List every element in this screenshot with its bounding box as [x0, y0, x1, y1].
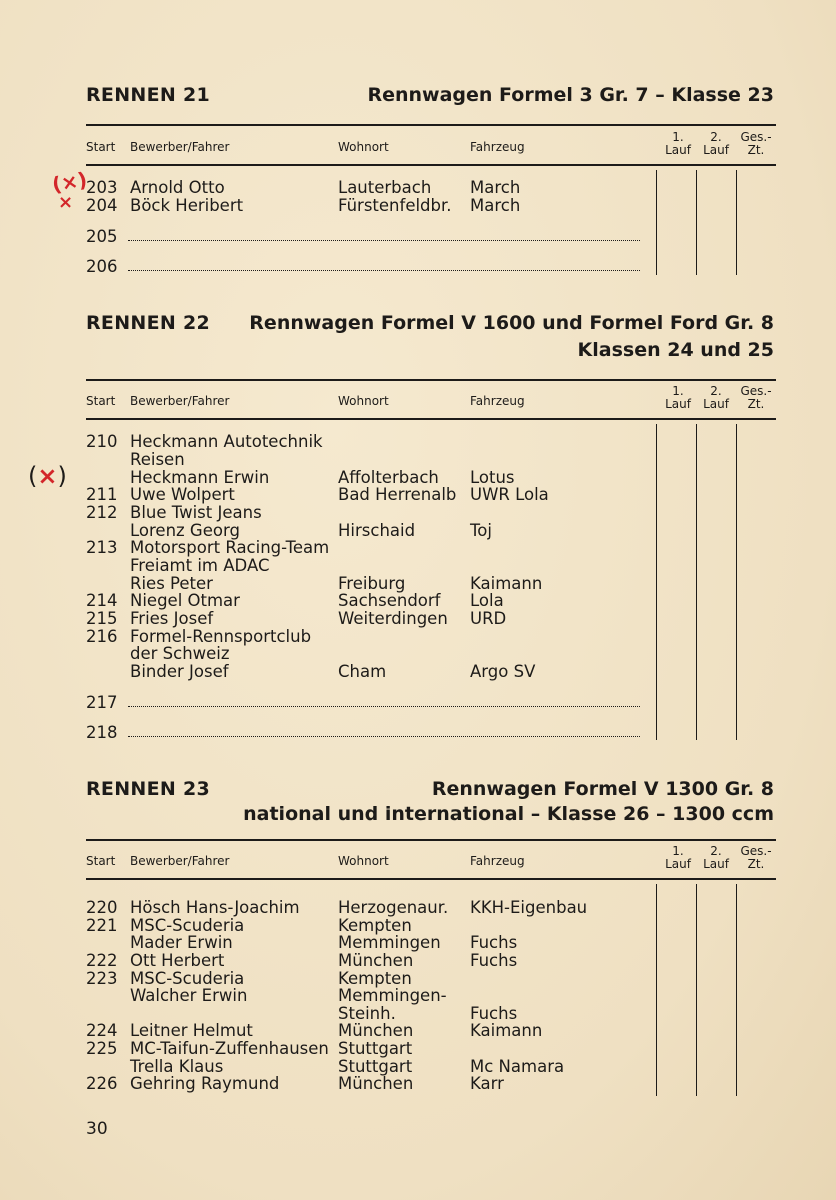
total-num: Ges.-	[740, 844, 772, 858]
handwritten-cross-mark: ×	[58, 192, 74, 213]
run1-label: Lauf	[665, 397, 691, 411]
run2-label: Lauf	[703, 397, 729, 411]
col-run2-header	[700, 845, 732, 871]
handwritten-cross-mark: (×)	[28, 462, 67, 490]
page-number: 30	[86, 1119, 108, 1139]
total-label: Zt.	[747, 143, 765, 157]
town: Herzogenaur.	[338, 898, 449, 917]
run2-num: 2.	[710, 844, 722, 858]
col-driver-header: Bewerber/Fahrer	[130, 140, 230, 154]
driver-name: Formel-Rennsportclub	[130, 627, 312, 646]
driver-name: Hösch Hans-Joachim	[130, 898, 300, 917]
run2-label: Lauf	[703, 857, 729, 871]
total-num: Ges.-	[740, 384, 772, 398]
start-number: 203	[86, 178, 118, 197]
town: Steinh.	[338, 1004, 396, 1023]
race-title: RENNEN 21	[86, 84, 211, 106]
vehicle: KKH-Eigenbau	[470, 898, 588, 917]
col-driver-header: Bewerber/Fahrer	[130, 394, 230, 408]
race-class: Rennwagen Formel 3 Gr. 7 – Klasse 23	[367, 84, 774, 106]
start-number: 221	[86, 916, 118, 935]
vehicle: Mc Namara	[470, 1057, 565, 1076]
col-start-header: Start	[86, 140, 116, 154]
col-run1-header	[662, 385, 694, 411]
vehicle: March	[470, 196, 521, 215]
vehicle: URD	[470, 609, 507, 628]
run1-label: Lauf	[665, 143, 691, 157]
total-label: Zt.	[747, 397, 765, 411]
divider	[86, 878, 776, 880]
start-number: 218	[86, 723, 118, 742]
driver-name: Walcher Erwin	[130, 986, 248, 1005]
town: Bad Herrenalb	[338, 485, 457, 504]
driver-name: Gehring Raymund	[130, 1074, 280, 1093]
driver-name: MSC-Scuderia	[130, 916, 245, 935]
town: Kempten	[338, 969, 412, 988]
column-line	[736, 170, 737, 275]
col-town-header: Wohnort	[338, 394, 389, 408]
start-number: 204	[86, 196, 118, 215]
vehicle: Kaimann	[470, 1021, 543, 1040]
driver-name: der Schweiz	[130, 644, 230, 663]
col-total-header	[736, 845, 776, 871]
col-vehicle-header: Fahrzeug	[470, 394, 525, 408]
start-number: 220	[86, 898, 118, 917]
col-run1-header	[662, 845, 694, 871]
start-number: 213	[86, 538, 118, 557]
town: Memmingen	[338, 933, 441, 952]
vehicle: Argo SV	[470, 662, 536, 681]
col-town-header: Wohnort	[338, 140, 389, 154]
driver-name: Heckmann Erwin	[130, 468, 270, 487]
col-run2-header	[700, 385, 732, 411]
driver-name: Fries Josef	[130, 609, 214, 628]
col-driver-header: Bewerber/Fahrer	[130, 854, 230, 868]
vehicle: March	[470, 178, 521, 197]
driver-name: Lorenz Georg	[130, 521, 240, 540]
race-21-section	[86, 82, 776, 282]
start-number: 224	[86, 1021, 118, 1040]
column-line	[656, 424, 657, 740]
start-number: 216	[86, 627, 118, 646]
vehicle: Fuchs	[470, 951, 518, 970]
empty-entry-line	[128, 270, 640, 271]
driver-name: Motorsport Racing-Team	[130, 538, 330, 557]
col-total-header	[736, 385, 776, 411]
town: Fürstenfeldbr.	[338, 196, 452, 215]
column-line	[696, 884, 697, 1096]
run2-num: 2.	[710, 130, 722, 144]
column-line	[736, 884, 737, 1096]
column-line	[736, 424, 737, 740]
column-line	[696, 424, 697, 740]
column-line	[656, 884, 657, 1096]
col-start-header: Start	[86, 854, 116, 868]
start-number: 214	[86, 591, 118, 610]
race-class-line2: national und international – Klasse 26 – 1300 ccm	[243, 803, 774, 825]
vehicle: Toj	[470, 521, 492, 540]
divider	[86, 379, 776, 381]
start-number: 223	[86, 969, 118, 988]
driver-name: Blue Twist Jeans	[130, 503, 262, 522]
town: Stuttgart	[338, 1039, 413, 1058]
race-class: Rennwagen Formel V 1600 und Formel Ford Gr. 8	[249, 312, 774, 334]
empty-entry-line	[128, 240, 640, 241]
town: Lauterbach	[338, 178, 432, 197]
driver-name: Ries Peter	[130, 574, 213, 593]
col-total-header	[736, 131, 776, 157]
run2-num: 2.	[710, 384, 722, 398]
total-num: Ges.-	[740, 130, 772, 144]
col-vehicle-header: Fahrzeug	[470, 140, 525, 154]
race-title: RENNEN 22	[86, 312, 211, 334]
vehicle: Lotus	[470, 468, 515, 487]
driver-name: Reisen	[130, 450, 185, 469]
column-line	[656, 170, 657, 275]
driver-name: Böck Heribert	[130, 196, 244, 215]
town: München	[338, 1074, 414, 1093]
run2-label: Lauf	[703, 143, 729, 157]
vehicle: UWR Lola	[470, 485, 549, 504]
driver-name: Mader Erwin	[130, 933, 233, 952]
vehicle: Lola	[470, 591, 504, 610]
divider	[86, 839, 776, 841]
divider	[86, 164, 776, 166]
vehicle: Karr	[470, 1074, 504, 1093]
start-number: 206	[86, 257, 118, 276]
col-start-header: Start	[86, 394, 116, 408]
col-run2-header	[700, 131, 732, 157]
table-row	[86, 228, 646, 246]
vehicle: Fuchs	[470, 933, 518, 952]
empty-entry-line	[128, 736, 640, 737]
race-class: Rennwagen Formel V 1300 Gr. 8	[431, 778, 774, 800]
start-number: 210	[86, 432, 118, 451]
table-row	[86, 258, 646, 276]
start-number: 215	[86, 609, 118, 628]
town: Weiterdingen	[338, 609, 448, 628]
run1-num: 1.	[672, 384, 684, 398]
driver-name: Niegel Otmar	[130, 591, 240, 610]
start-number: 205	[86, 227, 118, 246]
run1-num: 1.	[672, 844, 684, 858]
divider	[86, 418, 776, 420]
handwritten-cross-mark: (×)	[50, 167, 89, 197]
driver-name: Arnold Otto	[130, 178, 225, 197]
driver-name: Freiamt im ADAC	[130, 556, 270, 575]
start-number: 212	[86, 503, 118, 522]
town: Affolterbach	[338, 468, 439, 487]
race-22-section	[86, 310, 776, 750]
driver-name: Trella Klaus	[130, 1057, 224, 1076]
vehicle: Fuchs	[470, 1004, 518, 1023]
start-number: 217	[86, 693, 118, 712]
town: Cham	[338, 662, 387, 681]
start-number: 222	[86, 951, 118, 970]
red-x-icon: ×	[37, 462, 58, 490]
vehicle: Kaimann	[470, 574, 543, 593]
driver-name: Uwe Wolpert	[130, 485, 235, 504]
run1-num: 1.	[672, 130, 684, 144]
empty-entry-line	[128, 706, 640, 707]
town: Sachsendorf	[338, 591, 441, 610]
race-title: RENNEN 23	[86, 778, 211, 800]
divider	[86, 124, 776, 126]
driver-name: Ott Herbert	[130, 951, 225, 970]
col-vehicle-header: Fahrzeug	[470, 854, 525, 868]
driver-name: MSC-Scuderia	[130, 969, 245, 988]
race-23-section	[86, 776, 776, 1106]
col-town-header: Wohnort	[338, 854, 389, 868]
run1-label: Lauf	[665, 857, 691, 871]
table-row	[86, 694, 646, 712]
column-line	[696, 170, 697, 275]
driver-name: Leitner Helmut	[130, 1021, 253, 1040]
town: München	[338, 1021, 414, 1040]
start-number: 211	[86, 485, 118, 504]
total-label: Zt.	[747, 857, 765, 871]
driver-name: Binder Josef	[130, 662, 229, 681]
driver-name: MC-Taifun-Zuffenhausen	[130, 1039, 329, 1058]
driver-name: Heckmann Autotechnik	[130, 432, 323, 451]
town: Kempten	[338, 916, 412, 935]
town: Stuttgart	[338, 1057, 413, 1076]
table-row	[86, 724, 646, 742]
col-run1-header	[662, 131, 694, 157]
race-class-line2: Klassen 24 und 25	[577, 339, 774, 361]
town: Memmingen-	[338, 986, 447, 1005]
town: München	[338, 951, 414, 970]
start-number: 225	[86, 1039, 118, 1058]
town: Hirschaid	[338, 521, 416, 540]
start-number: 226	[86, 1074, 118, 1093]
town: Freiburg	[338, 574, 406, 593]
